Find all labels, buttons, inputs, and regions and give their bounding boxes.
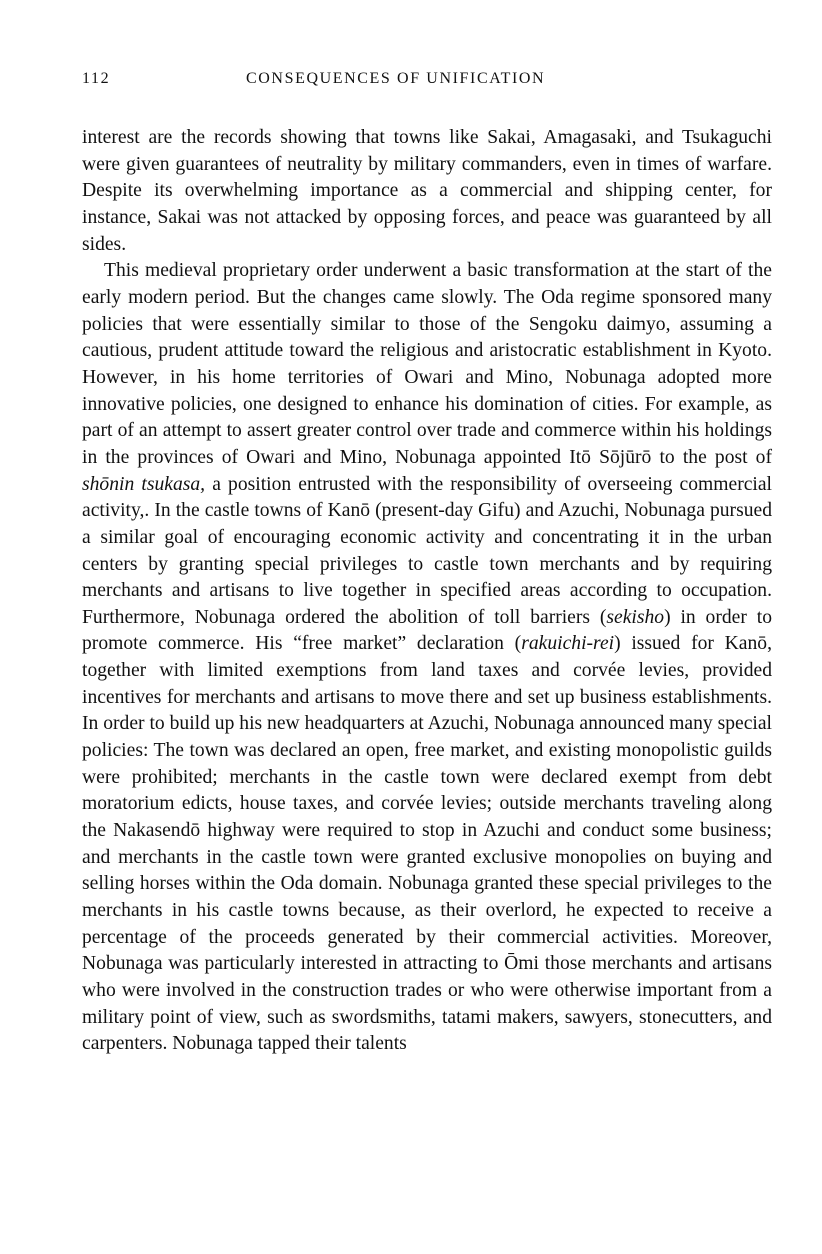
body-text [82,125,772,1058]
page-number: 112 [82,70,111,87]
paragraph-continued [82,125,772,258]
text-segment: interest are the records showing that towns like Sakai, Amagasaki, and Tsukaguchi were given guarantees of neutrality by military commanders, even in times of warfare. Despite its overwhelming importance as a commercial and shipping center, for instance, Sakai was not attacked by opposing forces, and peace was guaranteed by all sides. [82,127,772,255]
italic-term-rakuichi-rei: rakuichi-rei [521,633,615,655]
paragraph-transformation [82,258,772,1058]
text-segment: a position entrusted with the responsibility of overseeing commercial activity,. In the castle towns of Kanō (present-day Gifu) and Azuchi, Nobunaga pursued a similar goal of encouraging economic activity and concentrating it in the urban centers by granting special privileges to castle town merchants and by requiring merchants and artisans to live together in specified areas according to occupation. Furthermore, Nobunaga ordered the abolition of toll barriers ( [82,473,772,628]
book-page [82,70,772,1058]
text-segment: This medieval proprietary order underwent a basic transformation at the start of the early modern period. But the changes came slowly. The Oda regime sponsored many policies that were essentially similar to those of the Sengoku daimyo, assuming a cautious, prudent attitude toward the religious and aristocratic establishment in Kyoto. However, in his home territories of Owari and Mino, Nobunaga adopted more innovative policies, one designed to enhance his domination of cities. For example, as part of an attempt to assert greater control over trade and commerce within his holdings in the provinces of Owari and Mino, Nobunaga appointed Itō Sōjūrō to the post of [82,260,772,468]
running-title: CONSEQUENCES OF UNIFICATION [246,70,546,87]
italic-term-sekisho: sekisho [606,606,665,628]
italic-term-shonin-tsukasa: shōnin tsukasa, [82,473,206,495]
text-segment: ) issued for Kanō, together with limited exemptions from land taxes and corvée levies, provided incentives for merchants and artisans to move there and set up business establishments. In order to build up his new headquarters at Azuchi, Nobunaga announced many special policies: The town was declared an open, free market, and existing monopolistic guilds were prohibited; merchants in the castle town were declared exempt from debt moratorium edicts, house taxes, and corvée levies; outside merchants traveling along the Nakasendō highway were required to stop in Azuchi and conduct some business; and merchants in the castle town were granted exclusive monopolies on buying and selling horses within the Oda domain. Nobunaga granted these special privileges to the merchants in his castle towns because, as their overlord, he expected to receive a percentage of the proceeds generated by their commercial activities. Moreover, Nobunaga was particularly interested in attracting to Ōmi those merchants and artisans who were involved in the construction trades or who were otherwise important from a military point of view, such as swordsmiths, tatami makers, sawyers, stonecutters, and carpenters. Nobunaga tapped their talents [82,633,772,1055]
text-segment: ) in order to promote commerce. His “free market” declaration ( [82,606,772,655]
running-header [82,70,772,96]
